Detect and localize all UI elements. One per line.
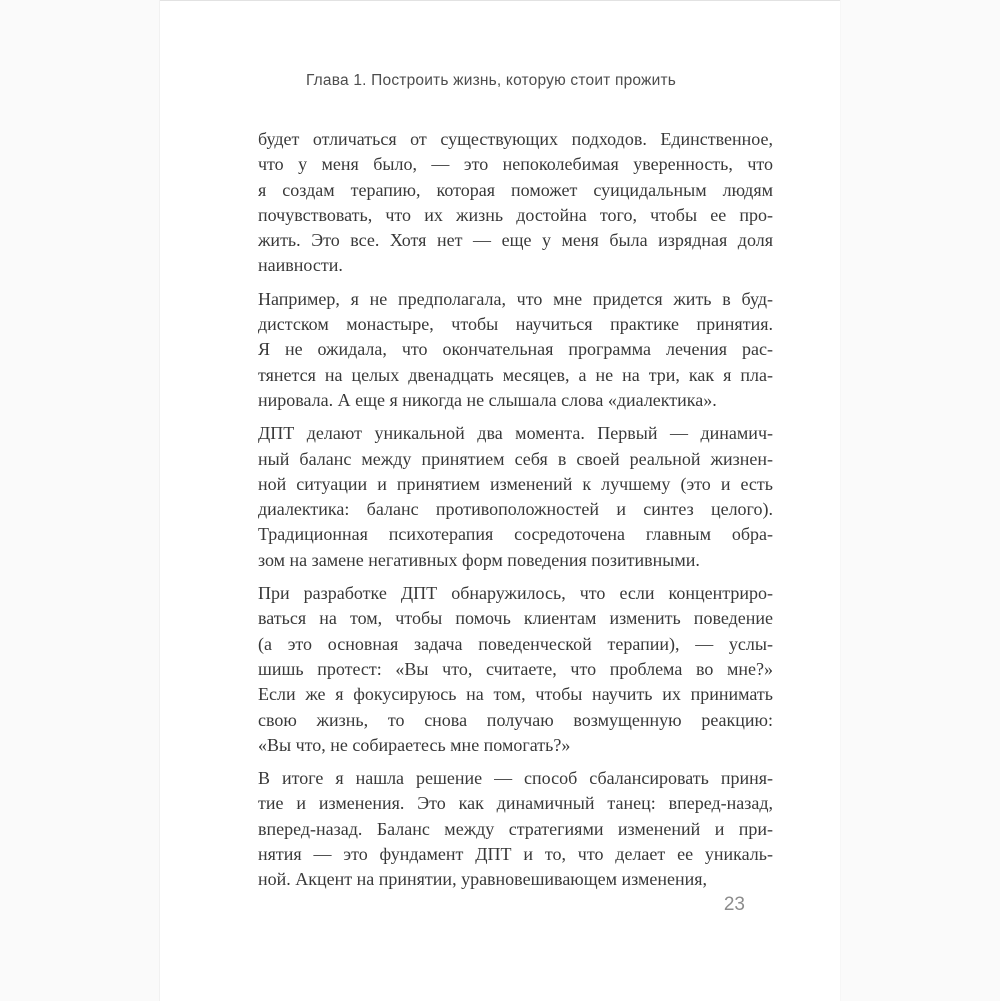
text-line: Если же я фокусируюсь на том, чтобы научить их принимать bbox=[258, 684, 773, 705]
text-line: вперед-назад. Баланс между стратегиями изменений и при- bbox=[258, 818, 773, 839]
paragraph bbox=[258, 127, 773, 279]
page-number: 23 bbox=[723, 894, 745, 915]
text-line: почувствовать, что их жизнь достойна того, чтобы ее про- bbox=[258, 204, 773, 225]
paragraph bbox=[258, 421, 773, 573]
text-line: я создам терапию, которая поможет суицидальным людям bbox=[258, 179, 773, 200]
text-line: Я не ожидала, что окончательная программа лечения рас- bbox=[258, 339, 773, 360]
text-line: ный баланс между принятием себя в своей реальной жизнен- bbox=[258, 448, 773, 469]
text-line: зом на замене негативных форм поведения позитивными. bbox=[258, 549, 700, 570]
text-line: В итоге я нашла решение — способ сбалансировать приня- bbox=[258, 768, 773, 789]
page-text-block bbox=[258, 127, 773, 893]
text-line: диалектика: баланс противоположностей и синтез целого). bbox=[258, 499, 773, 520]
text-line: ДПТ делают уникальной два момента. Первый — динамич- bbox=[258, 423, 773, 444]
text-line: нировала. А еще я никогда не слышала слова «диалектика». bbox=[258, 389, 717, 410]
text-line: ной ситуации и принятием изменений к лучшему (это и есть bbox=[258, 473, 773, 494]
text-line: жить. Это все. Хотя нет — еще у меня была изрядная доля bbox=[258, 230, 773, 251]
text-line: (а это основная задача поведенческой терапии), — услы- bbox=[258, 633, 773, 654]
text-line: ной. Акцент на принятии, уравновешивающем изменения, bbox=[258, 869, 708, 890]
text-line: что у меня было, — это непоколебимая уверенность, что bbox=[258, 154, 773, 175]
paragraph bbox=[258, 581, 773, 758]
paragraph bbox=[258, 287, 773, 413]
text-line: ваться на том, чтобы помочь клиентам изменить поведение bbox=[258, 608, 773, 629]
text-line: дистском монастыре, чтобы научиться практике принятия. bbox=[258, 314, 773, 335]
text-line: нятия — это фундамент ДПТ и то, что делает ее уникаль- bbox=[258, 844, 773, 865]
text-line: тие и изменения. Это как динамичный танец: вперед-назад, bbox=[258, 793, 773, 814]
text-line: При разработке ДПТ обнаружилось, что если концентриро- bbox=[258, 583, 773, 604]
text-line: «Вы что, не собираетесь мне помогать?» bbox=[258, 734, 571, 755]
text-line: наивности. bbox=[258, 255, 343, 276]
paragraph bbox=[258, 766, 773, 892]
text-line: Традиционная психотерапия сосредоточена главным обра- bbox=[258, 524, 773, 545]
chapter-running-head: Глава 1. Построить жизнь, которую стоит прожить bbox=[305, 72, 677, 89]
text-line: шишь протест: «Вы что, считаете, что проблема во мне?» bbox=[258, 658, 773, 679]
book-page bbox=[160, 0, 840, 1001]
text-line: Например, я не предполагала, что мне придется жить в буд- bbox=[258, 288, 773, 309]
text-line: будет отличаться от существующих подходов. Единственное, bbox=[258, 129, 773, 149]
text-line: тянется на целых двенадцать месяцев, а не на три, как я пла- bbox=[258, 364, 773, 385]
text-line: свою жизнь, то снова получаю возмущенную реакцию: bbox=[258, 709, 773, 730]
